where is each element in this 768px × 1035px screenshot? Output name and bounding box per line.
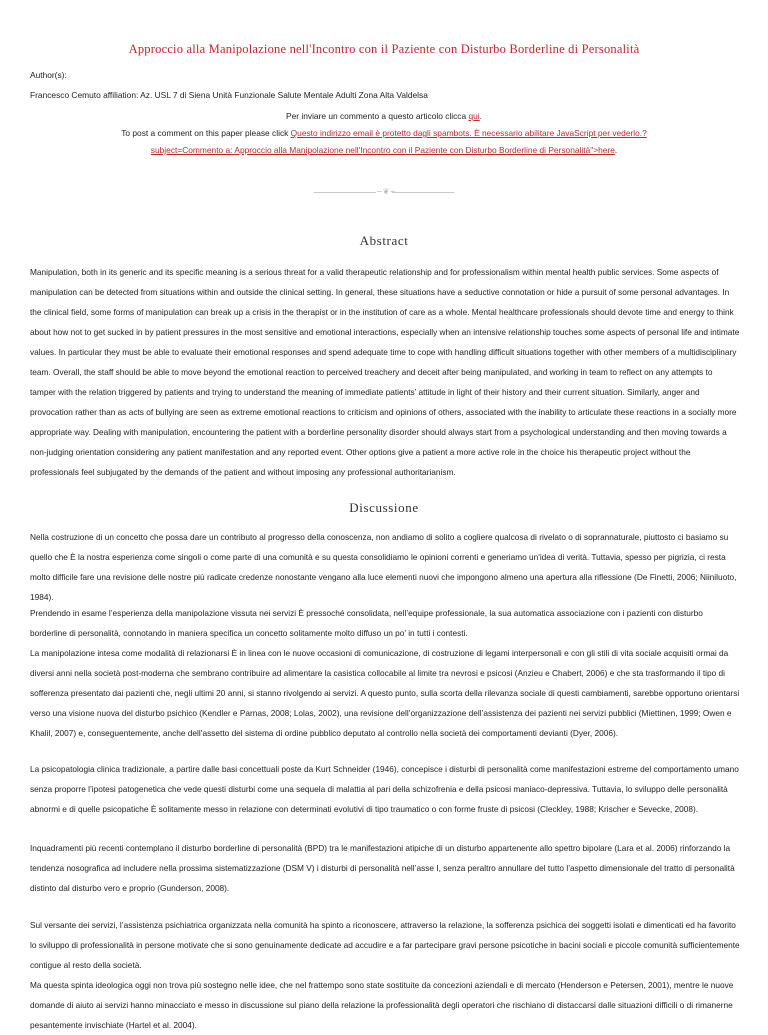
comment-en-link-cont[interactable]: subject=Commento a: Approccio alla Manipolazione nell'Incontro con il Paziente con Disturbo Borderline di Personalità">here bbox=[150, 145, 615, 155]
authors-label: Author(s): bbox=[30, 70, 67, 80]
article-title: Approccio alla Manipolazione nell'Incontro con il Paziente con Disturbo Borderline di Personalità bbox=[128, 42, 640, 56]
comment-en-link[interactable]: Questo indirizzo email è protetto dagli spambots. È necessario abilitare JavaScript per vederlo.? bbox=[290, 128, 647, 138]
discussion-paragraph-4a: Sul versante dei servizi, l’assistenza psichiatrica organizzata nella comunità ha spinto a riconoscere, attraverso la relazione, la sofferenza psichica dei soggetti isolati e dimenticati ed ha favorito lo sviluppo di professionalità in persone motivate che si sono genuinamente dedicate ad accudire e a far partecipare gravi persone psicotiche in bacini sociali e piccole comunità sufficientemente contigue al resto della società. bbox=[30, 920, 740, 970]
abstract-heading: Abstract bbox=[359, 233, 409, 248]
comment-italian bbox=[0, 111, 768, 121]
divider-ornament-icon: ~❦~ bbox=[376, 187, 397, 196]
discussion-paragraph-2b: La manipolazione intesa come modalità di relazionarsi È in linea con le nuove occasioni di comunicazione, di costruzione di legami interpersonali e con gli stili di vita sociale acquisiti ormai da diversi anni nella società post-moderna che sembrano contribuire ad alimentare la casistica collocabile al limite tra nevrosi e psicosi (Anzieu e Chabert, 2006) e che sta trasformando il tipo di sofferenza presentato dai pazienti che, negli ultimi 20 anni, si stanno rivolgendo ai servizi. A questo punto, sulla scorta della rilevanza sociale di questi cambiamenti, sarebbe opportuno orientarsi verso una visione nuova del disturbo psichico (Kendler e Parnas, 2008; Lolas, 2002), una revisione dell’organizzazione dell’assistenza dei pazienti nei servizi pubblici (Miettinen, 1999; Owen e Khalil, 2007) e, conseguentemente, anche dell’assetto del sistema di ordine pubblico deputato al controllo nella società dei comportamenti devianti (Dyer, 2006). bbox=[30, 648, 740, 738]
discussion-paragraph-1: Nella costruzione di un concetto che possa dare un contributo al progresso della conoscenza, non andiamo di solito a cogliere qualcosa di rivelato o di soprannaturale, piuttosto ci basiamo su quello che È la nostra esperienza come singoli o come parte di una comunità e su questa consolidiamo le opinioni correnti e generiamo un'idea di verità. Tuttavia, spesso per pigrizia, ci resta molto difficile fare una revisione delle nostre più radicate credenze nonostante vengano alla luce elementi nuovi che impongono almeno una apertura alla riflessione (De Finetti, 2006; Niiniluoto, 1984). bbox=[30, 532, 737, 602]
comment-en-prefix: To post a comment on this paper please click bbox=[121, 128, 291, 138]
discussion-paragraph-3a: La psicopatologia clinica tradizionale, a partire dalle basi concettuali poste da Kurt Schneider (1946), concepisce i disturbi di personalità come manifestazioni estreme del comportamento umano senza proporre l’ipotesi patogenetica che vede questi disturbi come una sequela di malattia al pari della schizofrenia e della psicosi maniaco-depressiva. Tuttavia, lo sviluppo delle personalità abnormi e di quelle psicopatiche È solitamente messo in relazione con determinati evolutivi di tipo traumatico o con forme fruste di psicosi (Cleckley, 1988; Krischer e Sevecke, 2008). bbox=[30, 764, 739, 814]
divider-line-left bbox=[314, 192, 376, 193]
comment-it-suffix: . bbox=[479, 111, 482, 121]
authors-affiliation: Francesco Cemuto affiliation: Az. USL 7 di Siena Unità Funzionale Salute Mentale Adulti Zona Alta Valdelsa bbox=[30, 90, 428, 100]
discussion-paragraph-4b: Ma questa spinta ideologica oggi non trova più sostegno nelle idee, che nel frattempo sono state sostituite da concezioni aziendali e di mercato (Henderson e Petersen, 2001), mentre le nuove domande di aiuto ai servizi hanno minacciato e messo in discussione sul piano della relazione la professionalità degli operatori che rischiano di distaccarsi dalle situazioni difficili o di rimanerne pesantemente invischiate (Hartel et al. 2004). bbox=[30, 980, 734, 1030]
divider-line-right bbox=[392, 192, 454, 193]
comment-english-line1 bbox=[0, 128, 768, 138]
ornamental-divider bbox=[314, 188, 454, 198]
comment-en-suffix: . bbox=[614, 145, 618, 155]
discussion-paragraph-3b: Inquadramenti più recenti contemplano il disturbo borderline di personalità (BPD) tra le manifestazioni atipiche di un disturbo appartenente allo spettro bipolare (Lara et al. 2006) rinforzando la tendenza nosografica ad includere nella prossima sistematizzazione (DSM V) i disturbi di personalità nell’asse I, senza peraltro annullare del tutto l’aspetto dimensionale del tratto di personalità distinto dal disturbo vero e proprio (Gunderson, 2008). bbox=[30, 843, 735, 893]
comment-it-prefix: Per inviare un commento a questo articolo clicca bbox=[286, 111, 469, 121]
discussion-paragraph-2a: Prendendo in esame l’esperienza della manipolazione vissuta nei servizi È pressoché consolidata, nell’equipe professionale, la sua automatica associazione con i pazienti con disturbo borderline di personalità, connotando in maniera specifica un concetto solitamente molto diffuso un po’ in tutti i contesti. bbox=[30, 608, 703, 638]
comment-english-line2 bbox=[0, 145, 768, 155]
discussion-heading: Discussione bbox=[349, 500, 419, 515]
abstract-text: Manipulation, both in its generic and its specific meaning is a serious threat for a valid therapeutic relationship and for professionalism within mental health public services. Some aspects of manipulation can be detected from situations within and outside the clinical setting. In general, these situations have a seductive connotation or hide a pursuit of some personal advantages. In the clinical field, some forms of manipulation can break up a crisis in the therapist or in the institution of care as a whole. Mental healthcare professionals should devote time and energy to think about how not to get sucked in by patient pressures in the most sensitive and emotional interactions, especially when an intensive relationship touches some aspects of personal life and intimate values. In particular they must be able to evaluate their emotional responses and spend adequate time to cope with handling difficult situations together with other members of a multidisciplinary team. Overall, the staff should be able to move beyond the emotional reaction to perceived treachery and deceit after being manipulated, and working in team to reflect on any attempts to tamper with the relation triggered by patients and trying to understand the meaning of immediate patients’ attitude in light of their history and their current situation. Similarly, anger and provocation rather than as acts of bullying are seen as extreme emotional reactions to criticism and opinions of others, associated with the inability to articulate these reactions in a socially more appropriate way. Dealing with manipulation, encountering the patient with a borderline personality disorder should always start from a psychological understanding and then moving towards a non-judging orientation considering any patient manifestation and any reported event. Other options give a patient a more active role in the choice his therapeutic project without the professionals feel subjugated by the demands of the patient and without imposing any professional authoritarianism. bbox=[30, 267, 740, 477]
comment-it-link[interactable]: qui bbox=[468, 111, 480, 121]
